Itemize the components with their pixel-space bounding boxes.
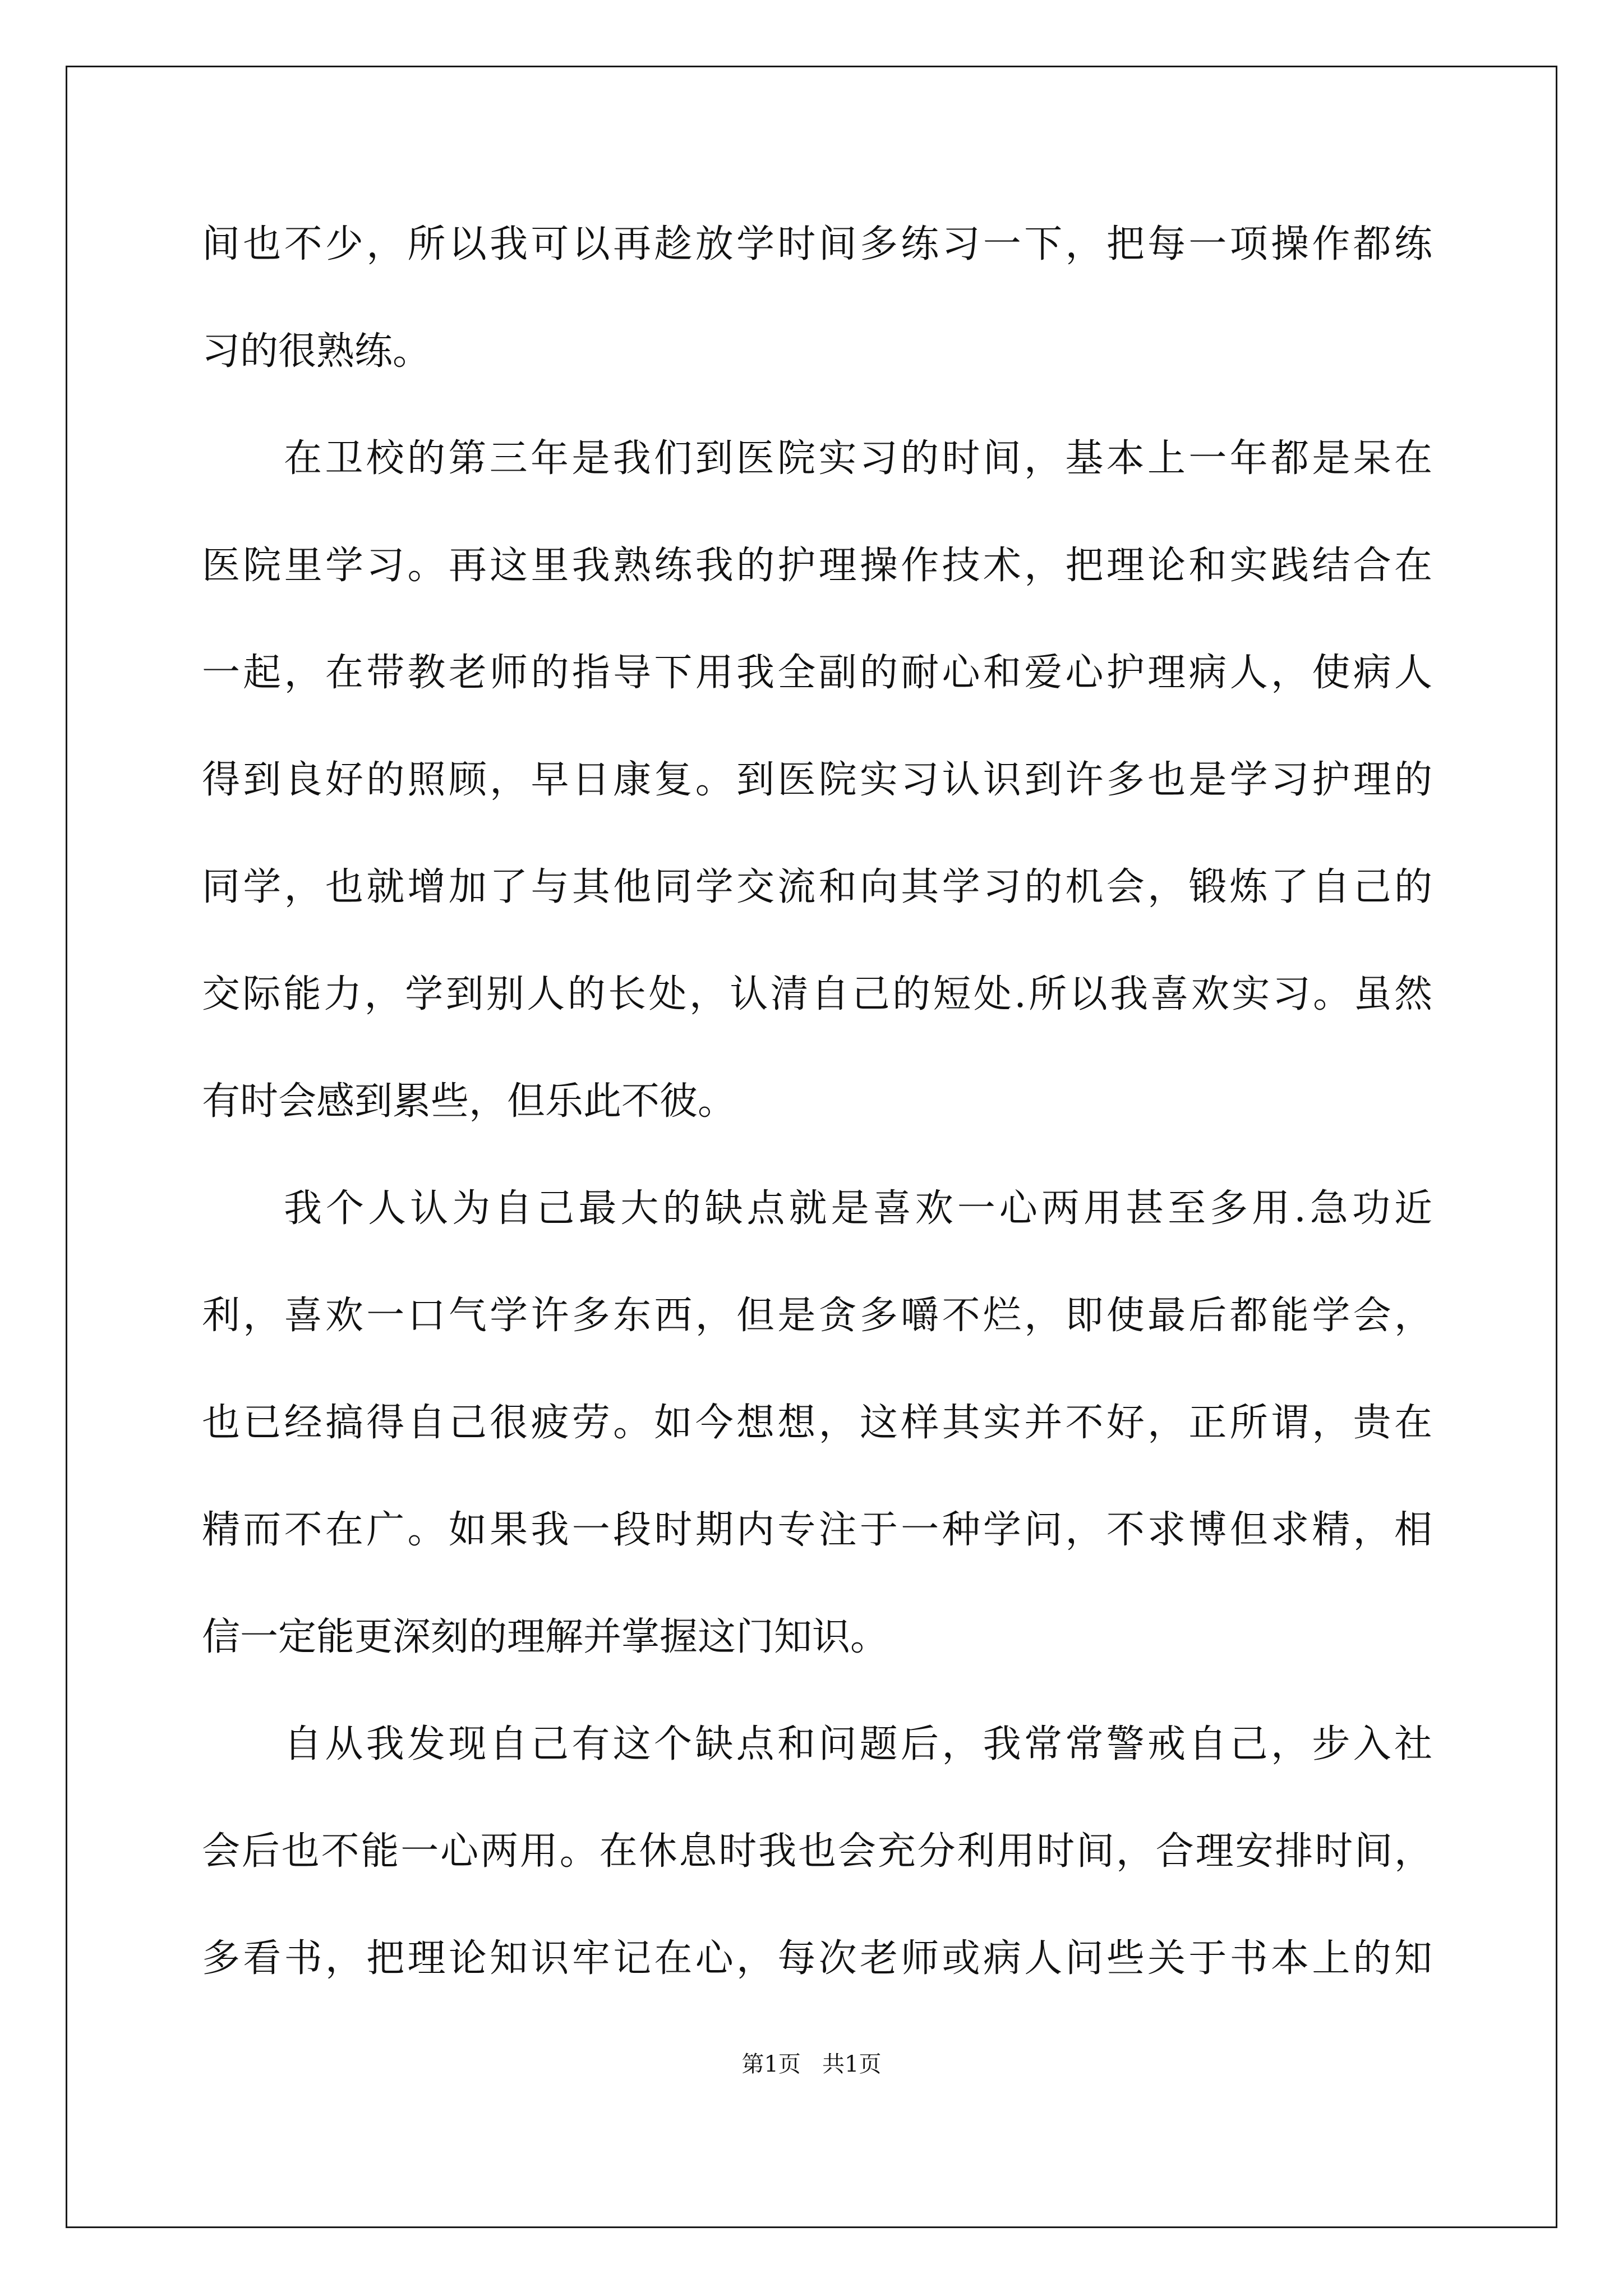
page-number-footer: 第1页 共1页 bbox=[741, 2051, 882, 2077]
text-line: 在卫校的第三年是我们到医院实习的时间，基本上一年都是呆在 bbox=[284, 436, 1432, 481]
text-line: 也已经搞得自己很疲劳。如今想想，这样其实并不好，正所谓，贵在 bbox=[202, 1401, 1432, 1445]
text-line: 交际能力，学到别人的长处，认清自己的短处.所以我喜欢实习。虽然 bbox=[202, 972, 1432, 1016]
text-line: 同学，也就增加了与其他同学交流和向其学习的机会，锻炼了自己的 bbox=[202, 865, 1432, 909]
text-line: 我个人认为自己最大的缺点就是喜欢一心两用甚至多用.急功近 bbox=[284, 1186, 1432, 1231]
text-line: 精而不在广。如果我一段时期内专注于一种学问，不求博但求精，相 bbox=[202, 1508, 1432, 1552]
text-line: 医院里学习。再这里我熟练我的护理操作技术，把理论和实践结合在 bbox=[202, 544, 1432, 588]
text-line: 利，喜欢一口气学许多东西，但是贪多嚼不烂，即使最后都能学会， bbox=[202, 1294, 1432, 1338]
text-line: 间也不少，所以我可以再趁放学时间多练习一下，把每一项操作都练 bbox=[202, 222, 1432, 266]
text-line: 习的很熟练。 bbox=[202, 329, 431, 374]
text-line: 多看书，把理论知识牢记在心，每次老师或病人问些关于书本上的知 bbox=[202, 1936, 1432, 1981]
text-line: 自从我发现自己有这个缺点和问题后，我常常警戒自己，步入社 bbox=[284, 1722, 1432, 1766]
document-body bbox=[202, 211, 1432, 2032]
text-line: 会后也不能一心两用。在休息时我也会充分利用时间，合理安排时间， bbox=[202, 1829, 1432, 1874]
text-line: 一起，在带教老师的指导下用我全副的耐心和爱心护理病人，使病人 bbox=[202, 651, 1432, 695]
text-line: 信一定能更深刻的理解并掌握这门知识。 bbox=[202, 1615, 889, 1659]
text-line: 有时会感到累些，但乐此不彼。 bbox=[202, 1079, 736, 1124]
text-line: 得到良好的照顾，早日康复。到医院实习认识到许多也是学习护理的 bbox=[202, 758, 1432, 802]
